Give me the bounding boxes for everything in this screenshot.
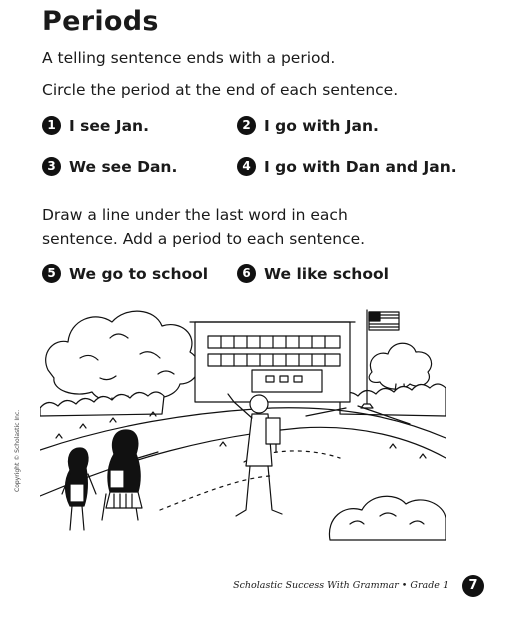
sentence-text: We see Dan. xyxy=(69,157,178,176)
sentence-text: I go with Jan. xyxy=(264,116,379,135)
rule-text: A telling sentence ends with a period. xyxy=(42,49,336,67)
number-badge: 1 xyxy=(42,116,61,135)
school-scene-illustration xyxy=(40,298,446,541)
sentence-text: We like school xyxy=(264,264,389,283)
number-badge: 4 xyxy=(237,157,256,176)
copyright-note: Copyright © Scholastic Inc. xyxy=(14,409,21,492)
exercise-item xyxy=(42,157,177,176)
number-badge: 6 xyxy=(237,264,256,283)
instruction-underline: Draw a line under the last word in each sentence. Add a period to each sentence. xyxy=(42,206,366,248)
footer-text: Scholastic Success With Grammar • Grade 1 xyxy=(233,580,449,591)
exercise-item xyxy=(42,116,149,135)
sentence-text: I go with Dan and Jan. xyxy=(264,157,457,176)
instruction-circle: Circle the period at the end of each sentence. xyxy=(42,81,399,99)
exercise-item xyxy=(42,264,208,283)
sentence-text: We go to school xyxy=(69,264,209,283)
number-badge: 5 xyxy=(42,264,61,283)
page-number: 7 xyxy=(462,575,484,597)
exercise-item xyxy=(237,116,379,135)
number-badge: 3 xyxy=(42,157,61,176)
exercise-item xyxy=(237,157,457,176)
number-badge: 2 xyxy=(237,116,256,135)
sentence-text: I see Jan. xyxy=(69,116,149,135)
exercise-item xyxy=(237,264,389,283)
page-title: Periods xyxy=(42,6,159,37)
